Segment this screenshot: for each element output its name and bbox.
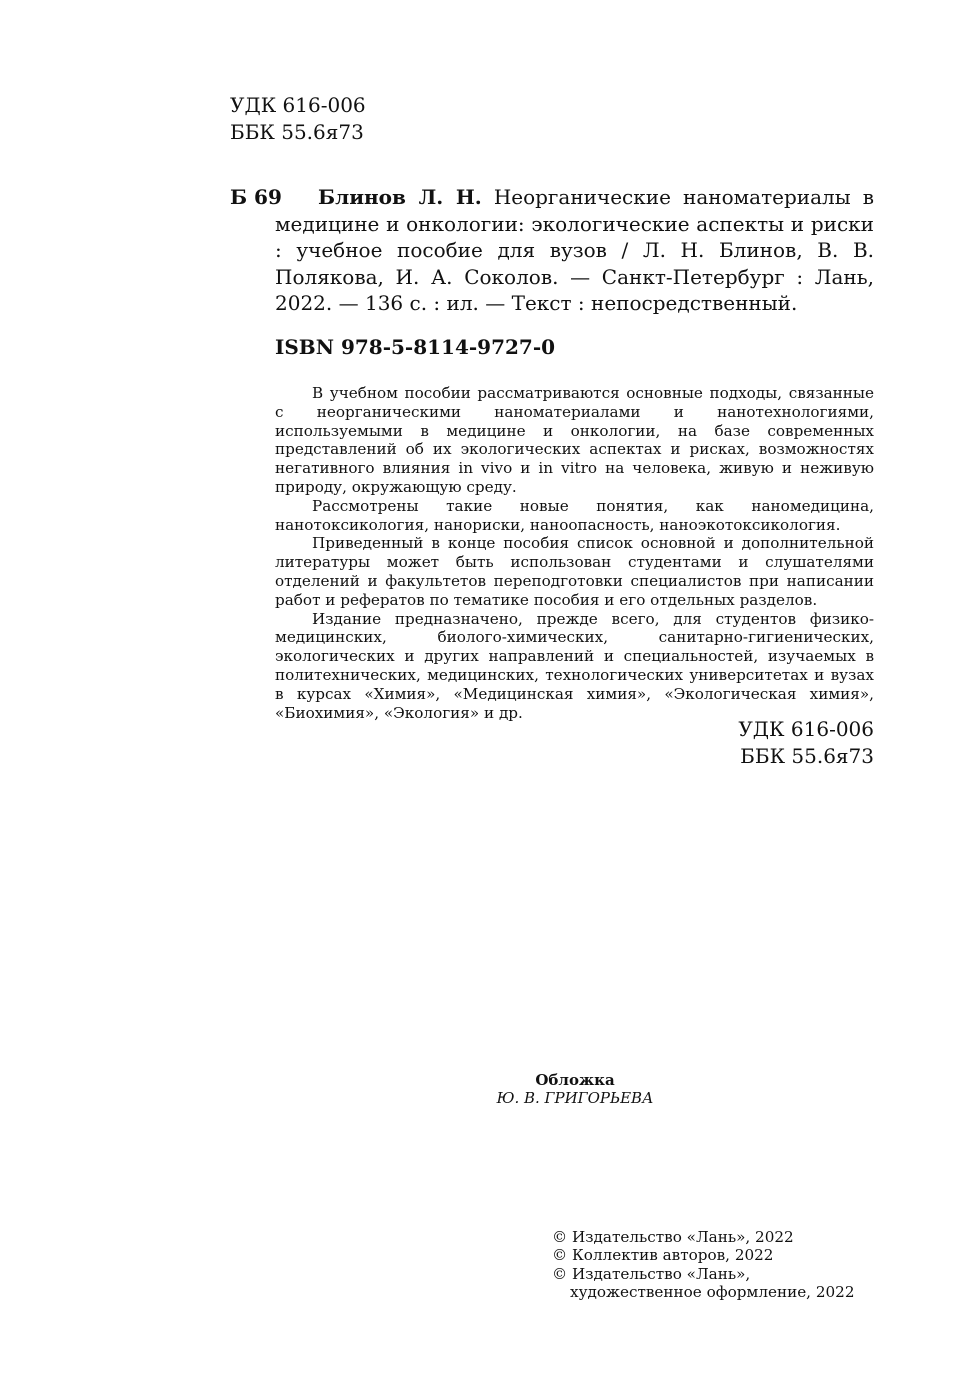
author-name: Блинов Л. Н.: [318, 185, 482, 209]
cover-designer: Ю. В. ГРИГОРЬЕВА: [496, 1089, 654, 1107]
bibliographic-record: [275, 184, 874, 317]
catalog-code: Б 69: [230, 185, 282, 209]
copyright-line: художественное оформление, 2022: [570, 1283, 855, 1302]
copyright-line: © Издательство «Лань», 2022: [552, 1228, 794, 1246]
copyright-line: © Коллектив авторов, 2022: [552, 1246, 774, 1265]
abstract-paragraph: Издание предназначено, прежде всего, для студентов физико-медицинских, биолого-химических, санитарно-гигиенических, экологических и других направлений и специальностей, изучаемых в политехнических, медицинских, технологических университетах и вузах в курсах «Химия», «Медицинская химия», «Экологическая химия», «Биохимия», «Экология» и др.: [275, 609, 874, 722]
bibliographic-text: Неорганические наноматериалы в медицине и онкологии: экологические аспекты и риски : учебное пособие для вузов / Л. Н. Блинов, В. В. Полякова, И. А. Соколов. — Санкт-Петербург : Лань, 2022. — 136 с. : ил. — Текст : непосредственный.: [275, 185, 874, 316]
abstract-paragraph: Рассмотрены такие новые понятия, как наномедицина, нанотоксикология, нанориски, наноопасность, наноэкотоксикология.: [275, 496, 874, 534]
bottom-classification: [620, 716, 874, 770]
copyright-block: [552, 1228, 855, 1302]
abstract: [275, 384, 874, 722]
cover-credit: [420, 1071, 730, 1107]
abstract-paragraph: В учебном пособии рассматриваются основные подходы, связанные с неорганическими наноматериалами и нанотехнологиями, используемыми в медицине и онкологии, на базе современных представлений об их экологических аспектах и рисках, возможностях негативного влияния in vivo и in vitro на человека, живую и неживую природу, окружающую среду.: [275, 384, 874, 496]
abstract-paragraph: Приведенный в конце пособия список основной и дополнительной литературы может быть использован студентами и слушателями отделений и факультетов переподготовки специалистов при написании работ и рефератов по тематике пособия и его отдельных разделов.: [275, 534, 874, 609]
copyright-line: © Издательство «Лань»,: [552, 1264, 751, 1283]
bbk-code: ББК 55.6я73: [740, 744, 874, 768]
cover-label: Обложка: [535, 1071, 615, 1089]
top-classification: [230, 92, 366, 146]
udk-code: УДК 616-006: [230, 93, 366, 117]
isbn: ISBN 978-5-8114-9727-0: [275, 335, 556, 359]
bbk-code: ББК 55.6я73: [230, 120, 364, 144]
udk-code: УДК 616-006: [738, 717, 874, 741]
